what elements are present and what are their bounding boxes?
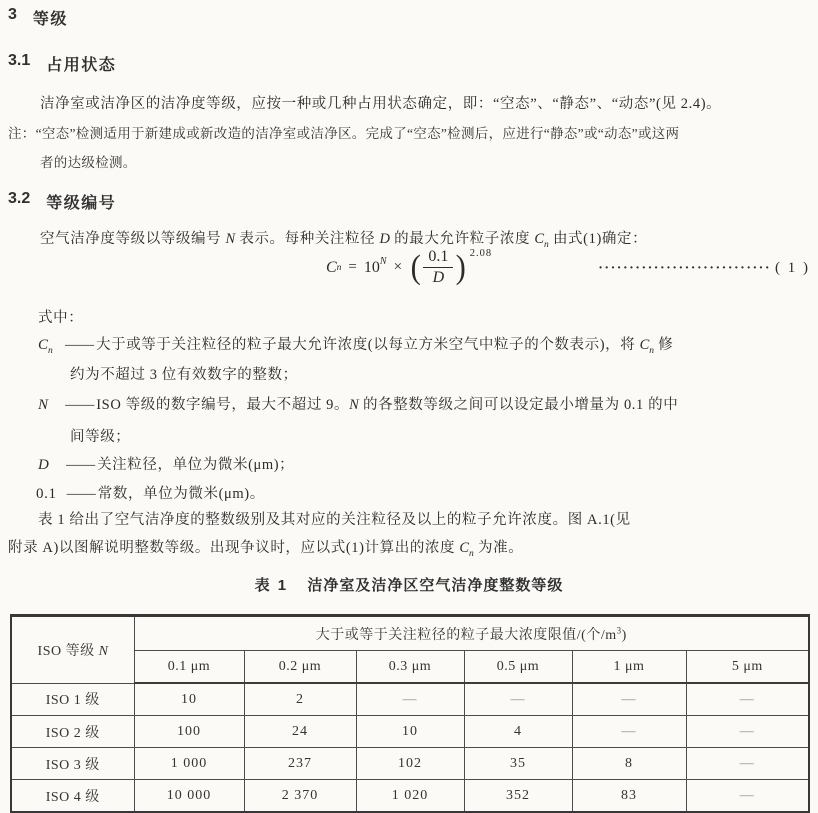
text-segment: 为准。: [473, 540, 524, 556]
multiplication-sign: ×: [393, 259, 403, 276]
section-title: 等级编号: [46, 195, 117, 212]
variable-C-subscript: n: [649, 345, 655, 356]
symbol-N: N: [38, 397, 49, 413]
span-header: [134, 616, 809, 651]
table-cell: 1 000: [134, 748, 244, 780]
table-cell: —: [686, 683, 809, 716]
table-cell: 8: [572, 748, 686, 780]
symbol-D: D: [38, 457, 49, 473]
column-header: 5 μm: [686, 651, 809, 684]
span-header-text: 大于或等于关注粒径的粒子最大浓度限值/(个/m: [315, 627, 617, 643]
variable-C-subscript: n: [543, 239, 549, 250]
definition-n-line-2: 间等级；: [70, 429, 131, 445]
row-label: ISO 2 级: [11, 716, 134, 748]
class-number-paragraph: [40, 227, 647, 250]
dot-leader: ····························: [598, 260, 771, 276]
em-dash: ——: [65, 397, 95, 413]
table-cell: —: [572, 683, 686, 716]
symbol-0-1: 0.1: [36, 486, 57, 502]
section-3-1-heading: [8, 52, 116, 75]
table-row: [11, 683, 809, 716]
table-cell: 24: [244, 716, 356, 748]
occupancy-paragraph: 洁净室或洁净区的洁净度等级，应按一种或几种占用状态确定，即：“空态”、“静态”、“动态”(见 2.4)。: [40, 96, 722, 112]
section-title: 等级: [32, 11, 68, 28]
text-segment: 附录 A)以图解说明整数等级。出现争议时，应以式(1)计算出的浓度: [8, 540, 460, 556]
table-cell: —: [686, 716, 809, 748]
table-1: [10, 614, 810, 813]
row-label: ISO 3 级: [11, 748, 134, 780]
variable-C: C: [534, 231, 544, 247]
table-cell: 83: [572, 780, 686, 813]
table-cell: 2: [244, 683, 356, 716]
column-header: 0.3 μm: [356, 651, 464, 684]
text-segment: 空气洁净度等级以等级编号: [40, 231, 226, 247]
table-cell: 352: [464, 780, 572, 813]
where-label: 式中：: [38, 310, 84, 326]
definition-cn-line-2: 约为不超过 3 位有效数字的整数；: [70, 367, 298, 383]
em-dash: ——: [66, 457, 96, 473]
exponent-N: N: [379, 256, 387, 268]
table-cell: 237: [244, 748, 356, 780]
definition-n-line-1: [38, 393, 678, 414]
table-caption: [0, 574, 818, 595]
note-line-1: [8, 122, 679, 142]
table-cell: 2 370: [244, 780, 356, 813]
text-segment: 关注粒径，单位为微米(μm)；: [97, 457, 295, 473]
definition-d: [38, 453, 294, 474]
table-cell: 10: [134, 683, 244, 716]
note-label: 注：: [8, 126, 36, 141]
section-number: 3: [8, 6, 17, 23]
span-header-close: ): [621, 627, 627, 643]
table-cell: 4: [464, 716, 572, 748]
note-line-2: 者的达级检测。: [40, 155, 137, 170]
table-cell: —: [686, 748, 809, 780]
text-segment: 表示。每种关注粒径: [235, 231, 380, 247]
exponent-value: 2.08: [469, 248, 493, 260]
variable-C-subscript: n: [469, 548, 474, 559]
table-cell: —: [464, 683, 572, 716]
table-cell: —: [356, 683, 464, 716]
em-dash: ——: [65, 337, 94, 353]
text-segment: 由式(1)确定：: [548, 231, 648, 247]
fraction: [423, 248, 453, 288]
base-ten: 10: [363, 258, 380, 276]
section-3-heading: [8, 6, 68, 29]
section-number: 3.1: [8, 52, 31, 69]
column-header: 0.2 μm: [244, 651, 356, 684]
table-row: [11, 716, 809, 748]
table-cell: 1 020: [356, 780, 464, 813]
table-cell: 10 000: [134, 780, 244, 813]
table-cell: 100: [134, 716, 244, 748]
note-text: “空态”检测适用于新建成或新改造的洁净室或洁净区。完成了“空态”检测后，应进行“静态”或“动态”或这两: [35, 126, 680, 141]
variable-C: C: [639, 337, 650, 353]
definition-cn-line-1: [38, 333, 673, 356]
equation-body: [326, 248, 492, 288]
fraction-denominator: D: [432, 269, 445, 287]
text-segment: 的各整数等级之间可以设定最小增量为 0.1 的中: [358, 397, 679, 413]
table-intro-line-2: [8, 536, 523, 559]
text-segment: 大于或等于关注粒径的粒子最大允许浓度(以每立方米空气中粒子的个数表示)，将: [96, 337, 640, 353]
cleanliness-class-table: [10, 614, 808, 813]
section-number: 3.2: [8, 190, 31, 207]
symbol-C: C: [38, 337, 49, 353]
table-cell: —: [572, 716, 686, 748]
variable-D: D: [379, 231, 390, 247]
definition-constant: [36, 482, 265, 503]
table-cell: —: [686, 780, 809, 813]
equation-number: ( 1 ): [775, 260, 810, 276]
variable-C: C: [326, 258, 337, 276]
column-header: 0.5 μm: [464, 651, 572, 684]
table-row: [11, 780, 809, 813]
corner-header: [11, 616, 134, 684]
corner-header-text: ISO 等级: [37, 643, 99, 659]
em-dash: ——: [66, 486, 96, 502]
variable-C-subscript: n: [336, 262, 342, 273]
row-label: ISO 4 级: [11, 780, 134, 813]
corner-header-variable: N: [98, 643, 108, 659]
section-3-2-heading: [8, 190, 116, 213]
text-segment: 的最大允许粒子浓度: [389, 231, 535, 247]
table-title: 洁净室及洁净区空气洁净度整数等级: [307, 577, 564, 594]
variable-N: N: [349, 397, 359, 413]
fraction-numerator: 0.1: [423, 248, 453, 268]
table-cell: 10: [356, 716, 464, 748]
open-paren: (: [410, 248, 421, 286]
column-header: 0.1 μm: [134, 651, 244, 684]
symbol-C-subscript: n: [48, 345, 53, 356]
equation-1: [0, 248, 818, 298]
table-cell: 102: [356, 748, 464, 780]
text-segment: 常数，单位为微米(μm)。: [97, 486, 265, 502]
equals-sign: =: [348, 259, 357, 276]
text-segment: ISO 等级的数字编号，最大不超过 9。: [96, 397, 350, 413]
table-row: [11, 748, 809, 780]
variable-C: C: [459, 540, 470, 556]
table-intro-line-1: 表 1 给出了空气洁净度的整数级别及其对应的关注粒径及以上的粒子允许浓度。图 A.1(见: [38, 512, 631, 528]
table-number: 表 1: [254, 577, 289, 594]
column-header: 1 μm: [572, 651, 686, 684]
table-cell: 35: [464, 748, 572, 780]
variable-N: N: [225, 231, 236, 247]
equation-leader: [598, 260, 810, 277]
text-segment: 修: [654, 337, 674, 353]
row-label: ISO 1 级: [11, 683, 134, 716]
cubic-superscript: 3: [616, 624, 622, 635]
section-title: 占用状态: [46, 57, 117, 74]
close-paren: ): [455, 248, 467, 286]
